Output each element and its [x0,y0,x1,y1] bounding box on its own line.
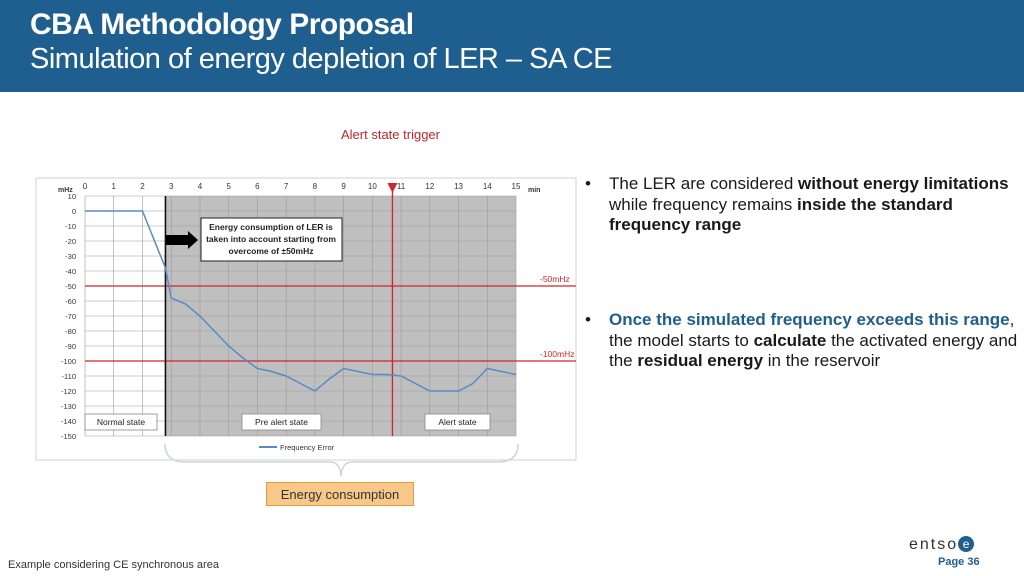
alert-trigger-label: Alert state trigger [341,127,440,142]
x-unit-label: min [528,187,541,194]
energy-consumption-box: Energy consumption [266,482,414,506]
y-tick-label: 0 [71,207,76,216]
x-tick-label: 5 [226,182,231,191]
annotation-text: taken into account starting from [206,234,336,244]
y-tick-label: -80 [65,327,76,336]
bullet-text-mid: the activated energy and the [609,330,1018,370]
x-tick-label: 2 [140,182,145,191]
x-tick-label: 13 [454,182,463,191]
bullet-text-suffix: in the reservoir [763,351,881,370]
x-tick-label: 11 [396,182,406,191]
page-number: Page 36 [938,556,980,568]
bullet-item [585,310,1024,372]
y-tick-label: -150 [60,432,76,441]
y-tick-label: -100 [60,357,76,366]
y-tick-label: -30 [65,252,76,261]
x-tick-label: 1 [111,182,116,191]
y-tick-label: -140 [60,417,76,426]
bullet-text-mid: while frequency remains [609,194,798,214]
state-label: Normal state [96,417,146,427]
state-label: Alert state [438,417,477,427]
page-subtitle: Simulation of energy depletion of LER – SA CE [30,43,613,75]
x-tick-label: 12 [425,182,435,191]
y-tick-label: -70 [65,312,76,321]
annotation-text: Energy consumption of LER is [209,222,333,232]
threshold-label: -100mHz [540,349,575,359]
x-tick-label: 6 [255,182,260,191]
bullet-text-prefix: The LER are considered [609,174,798,193]
y-tick-label: -90 [65,342,76,351]
x-tick-label: 14 [482,182,492,191]
page-title: CBA Methodology Proposal [30,8,414,41]
legend-label: Frequency Error [280,443,335,452]
bullet-bold-1: calculate [753,330,827,350]
bullet-bold-2: residual energy [637,351,764,370]
y-tick-label: 10 [67,192,76,201]
x-tick-label: 0 [82,182,88,191]
y-unit-label: mHz [58,187,73,194]
bullet-dot: • [585,310,591,329]
x-tick-label: 8 [312,182,318,191]
bullet-bold-1: without energy limitations [798,174,1009,193]
y-tick-label: -10 [65,222,76,231]
x-tick-label: 9 [341,182,346,191]
bullet-item [585,174,1024,236]
bullet-bold-2: inside the standard frequency range [609,194,953,234]
y-tick-label: -50 [65,282,76,291]
threshold-label: -50mHz [540,274,570,284]
x-tick-label: 3 [168,182,174,191]
annotation-text: overcome of ±50mHz [228,246,314,256]
bullet-lead: Once the simulated frequency exceeds this range [609,310,1010,329]
x-tick-label: 15 [511,182,521,191]
x-tick-label: 7 [283,182,289,191]
x-tick-label: 4 [197,182,203,191]
bullet-text-mid: , the model starts to [609,310,1015,350]
y-tick-label: -40 [65,267,76,276]
logo-text: entso [909,536,959,553]
y-tick-label: -20 [65,237,76,246]
y-tick-label: -110 [61,372,76,381]
y-tick-label: -120 [60,387,76,396]
bullet-dot: • [585,174,591,193]
state-label: Pre alert state [255,417,308,427]
y-tick-label: -130 [60,402,76,411]
entsoe-logo [909,536,974,554]
footer-note: Example considering CE synchronous area [8,559,219,571]
logo-mark: e [958,536,974,552]
x-tick-label: 10 [367,182,377,191]
y-tick-label: -60 [65,297,76,306]
